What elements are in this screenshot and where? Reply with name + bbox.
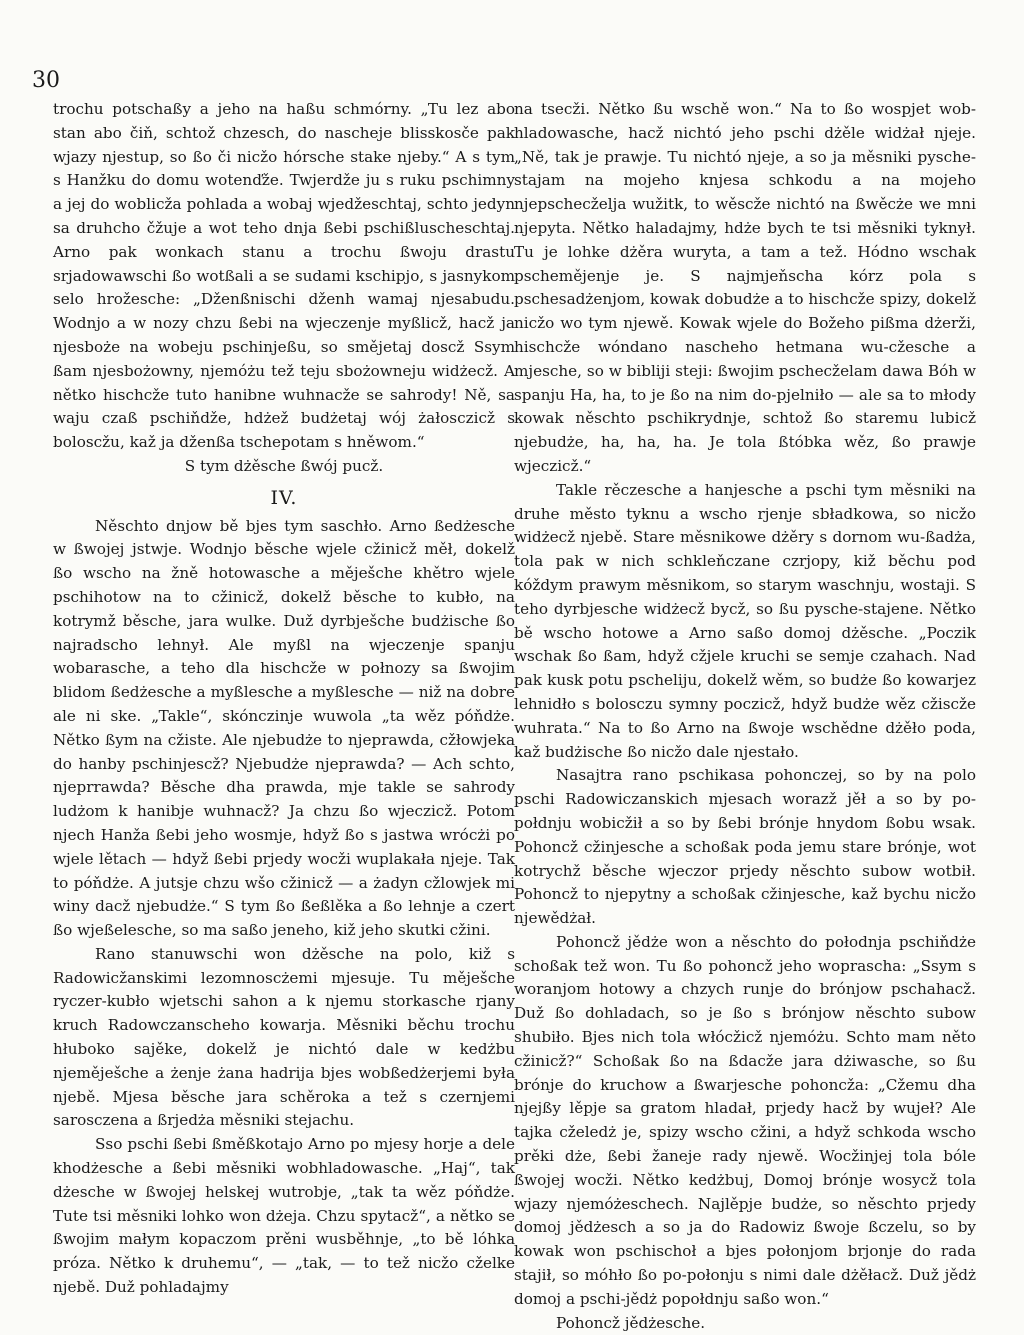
- paragraph: Něschto dnjow bě bjes tym saschło. Arno ßedżesche w ßwojej jstwje. Wodnjo běsche wjele cžinicž měł, dokelž ßo wscho na žně hotowasche a měješche khětro wjele pschihotow na to cžinicž, dokelž běsche to kubło, na kotrymž běsche, jara wulke. Duž dyrbješche budżische ßo najradscho lehnył. Ale myßl na wjeczenje spanju wobarasche, a teho dla hischcže w połnozy sa ßwojim blidom ßedżesche a myßlesche a myßlesche — niž na dobre ale ni ske. „Takle“, skónczinje wuwola „ta wěz póňdże. Nětko ßym na cžiste. Ale njebudże to njeprawda, cžłowjeka do hanby pschinjescž? Njebudże njeprawda? — Ach schto, njeprrawda? Běsche dha prawda, mje takle se sahrody ludżom k hanibje wuhnacž? Ja chzu ßo wjeczicž. Potom njech Hanža ßebi jeho wosmje, hdyž ßo s jastwa wrócżi po wjele lětach — hdyž ßebi prjedy wocži wuplakała njeje. Tak to póňdże. A jutsje chzu wšo cžinicž — a żadyn cžlowjek mi winy dacž njebudże.“ S tym ßo ßeßlěka a ßo lehnje a czert ßo wjeßelesche, so ma saßo jeneho, kiž jeho skutki cžini.: [53, 516, 515, 940]
- page-number: 30: [32, 68, 60, 93]
- paragraph: na tsecži. Nětko ßu wschě won.“ Na to ßo wospjet wob-hladowasche, hacž nichtó jeho pschi dżěle widżał njeje. „Ně, tak je prawje. Tu nichtó njeje, a so ja měsniki pysche-stajam na mojeho knjesa schkodu a na mojeho njepschecželja wužitk, to wěscže nichtó na ßwěcże we mni njepyta. Nětko haladajmy, hdże bych te tsi měsniki tyknył. Tu je lohke dżěra wuryta, a tam a tež. Hódno wschak pschemějenje je. S najmjeňscha kórz pola s pschesadżenjom, kowak dobudże a to hischcže spizy, dokelž nicžo wo tym njewě. Kowak wjele do Božeho pißma dżerži, hischcže wóndano nascheho hetmana wu-cžesche a mjesche, so w bibliji steji: ßwojim pschecželam dawa Bóh w spanju Ha, ha, to je ßo na nim do-pjelniło — ale sa to młody kowak něschto pschikrydnje, schtož ßo staremu lubicž njebudże, ha, ha, ha. Je tola ßtóbka wěz, ßo prawje wjeczicž.“: [514, 100, 976, 475]
- left-column: [53, 98, 515, 1300]
- right-column: [514, 98, 976, 1335]
- paragraph: Pohoncž jědżesche.: [556, 1313, 706, 1332]
- chapter-heading: IV.: [270, 486, 298, 509]
- paragraph: trochu potschaßy a jeho na haßu schmórny. „Tu lez abo stan abo čiň, schtož chzesch, do nascheje blisskosče pak wjazy njestup, so ßo či nicžo hórsche stake njeby.“ A s tym s Hanžku do domu wotenďže. Twjerdže ju s ruku pschimny a jej do woblicža pohlada a wobaj wjedžeschtaj, schto jedyn sa druhcho čžuje a wot teho dnja ßebi pschißluscheschtaj. Arno pak wonkach stanu a trochu ßwoju drastu srjadowawschi ßo wotßali a se sudami kschipjo, s jasnykom selo hrožesche: „Dženßnischi dženh wamaj njesabudu. Wodnjo a w nozy chzu ßebi na wjeczenje myßlicž, hacž ja njesboże na wobeju pschinjeßu, so smějetaj doscž Ssym ßam njesbożowny, njemóżu tež teju sbożowneju widżecž. A nětko hischcže tuto hanibne wuhnacže se sahrody! Ně, sa waju czaß pschiňdže, hdżež budżetaj wój żałosczicž s boloscžu, kaž ja dženßa tschepotam s hněwom.“: [53, 100, 515, 452]
- paragraph: Nasajtra rano pschikasa pohonczej, so by na polo pschi Radowiczanskich mjesach worazž jěł a so by po-połdnju wobicžił a so by ßebi brónje hnydom ßobu wsak. Pohoncž cžinjesche a schoßak poda jemu stare brónje, wot kotrychž běsche wjeczor prjedy něschto subow wotbił. Pohoncž to njepytny a schoßak cžinjesche, kaž bychu nicžo njewědżał.: [514, 766, 976, 928]
- paragraph: Rano stanuwschi won dżěsche na polo, kiž s Radowicžanskimi lezomnoscżemi mjesuje. Tu měješche ryczer-kubło wjetschi sahon a k njemu storkasche rjany kruch Radowczanscheho kowarja. Měsniki běchu trochu hłuboko sajěke, dokelž je nichtó dale w kedżbu njeměješche a żenje żana hadrija bjes wobßedżerjemi była njebě. Mjesa běsche jara schěroka a tež s czernjemi sarosczena a ßrjedża měsniki stejachu.: [53, 944, 515, 1130]
- paragraph: S tym dżěsche ßwój pucž.: [184, 456, 384, 475]
- column-divider: [509, 98, 510, 1228]
- paragraph: Sso pschi ßebi ßměßkotajo Arno po mjesy horje a dele khodżesche a ßebi měsniki wobhladowasche. „Haj“, tak dżesche w ßwojej helskej wutrobje, „tak ta wěz póňdże. Tute tsi měsniki lohko won dżeja. Chzu spytacž“, a nětko se ßwojim małym kopaczom prěni wusběhnje, „to bě lóhka próza. Nětko k druhemu“, — „tak, — to tež nicžo cželke njebě. Duž pohladajmy: [53, 1135, 515, 1297]
- paragraph: Takle rěczesche a hanjesche a pschi tym měsniki na druhe město tyknu a wscho rjenje sbładkowa, so nicžo widżecž njebě. Stare měsnikowe dżěry s dornom wu-ßadża, tola pak w nich schkleňczane czrjopy, kiž běchu pod kóždym prawym měsnikom, so starym waschnju, wostaji. S teho dyrbjesche widżecž bycž, so ßu pysche-stajene. Nětko bě wscho hotowe a Arno saßo domoj dżěsche. „Poczik wschak ßo ßam, hdyž cžjele kruchi se semje czahach. Nad pak kusk potu pscheliju, dokelž wěm, so budże ßo kowarjez lehnidło s bolosczu symny poczicž, hdyž budże wěz cžiscže wuhrata.“ Na to ßo Arno na ßwoje wschědne dżěło poda, kaž budżische ßo nicžo dale njestało.: [514, 480, 976, 761]
- paragraph: Pohoncž jědże won a něschto do połodnja pschiňdże schoßak tež won. Tu ßo pohoncž jeho woprascha: „Ssym s woranjom hotowy a chzych runje do brónjow pschahacž. Duž ßo dohladach, so je ßo s brónjow něschto subow shubiło. Bjes nich tola włócžicž njemóżu. Schto mam něto cžinicž?“ Schoßak ßo na ßdacže jara dżiwasche, so ßu brónje do kruchow a ßwarjesche pohoncža: „Cžemu dha njejßy lěpje sa gratom hladał, prjedy hacž by wujeł? Ale tajka cželedż je, spizy wscho cžini, a hdyž schkoda wscho prěki dże, ßebi žaneje rady njewě. Wocžinjej tola bóle ßwojej wocži. Nětko kedżbuj, Domoj brónje wosycž tola wjazy njemóżeschech. Najlěpje budże, so něschto prjedy domoj jědżesch a so ja do Radowiz ßwoje ßczelu, so by kowak won pschischoł a bjes połonjom brjonje do rada stajił, so móhło ßo po-połonju s nimi dale dżěłacž. Duž jědż domoj a pschi-jědż popołdnju saßo won.“: [514, 932, 976, 1308]
